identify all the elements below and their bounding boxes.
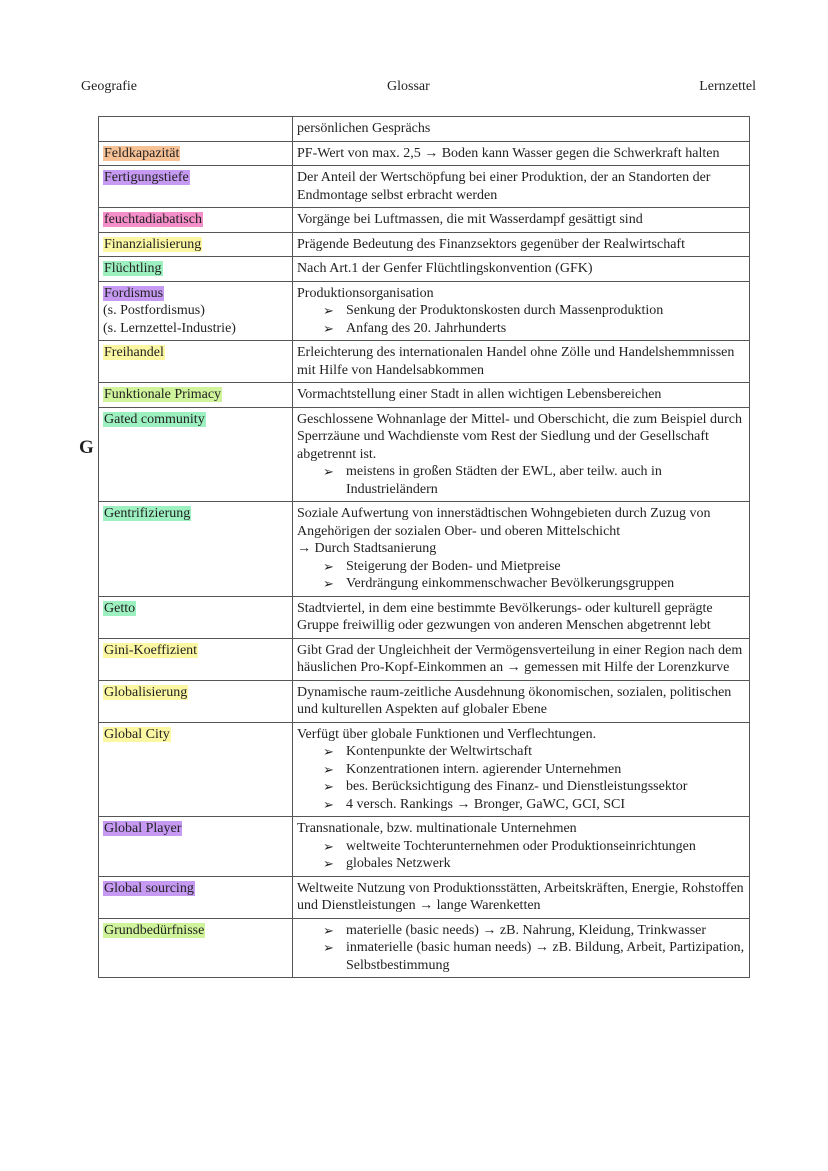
bullet-item: ➢ globales Netzwerk [297, 855, 745, 873]
bullet-item: ➢ weltweite Tochterunternehmen oder Produktionseinrichtungen [297, 838, 745, 856]
term-cell [99, 680, 293, 722]
definition-cell [293, 407, 750, 502]
definition-text: Dynamische raum-zeitliche Ausdehnung ökonomischen, sozialen, politischen und kulturellen Aspekten auf globaler Ebene [297, 684, 732, 717]
glossary-row [99, 232, 750, 257]
bullet-item: ➢ 4 versch. Rankings → Bronger, GaWC, GCI, SCI [297, 796, 745, 814]
bullet-item: ➢ Verdrängung einkommenschwacher Bevölkerungsgruppen [297, 575, 745, 593]
definition-text: Geschlossene Wohnanlage der Mittel- und Oberschicht, die zum Beispiel durch Sperrzäune und Wachdienste vom Rest der Siedlung und der Gesellschaft abgetrennt ist. [297, 411, 742, 462]
glossary-row [99, 876, 750, 918]
term-label: Fertigungstiefe [104, 170, 189, 185]
definition-text: Vormachtstellung einer Stadt in allen wichtigen Lebensbereichen [297, 387, 662, 402]
header-doc-type: Lernzettel [699, 79, 756, 94]
definition-text: persönlichen Gesprächs [297, 121, 431, 136]
glossary-row [99, 257, 750, 282]
definition-text: Stadtviertel, in dem eine bestimmte Bevölkerungs- oder kulturell geprägte Gruppe freiwillig oder gezwungen von anderen Menschen abgetrennt lebt [297, 600, 713, 633]
term-label: Flüchtling [104, 261, 162, 276]
definition-cell [293, 638, 750, 680]
term-cell [99, 166, 293, 208]
glossary-row [99, 680, 750, 722]
definition-text: Erleichterung des internationalen Handel ohne Zölle und Handelshemmnissen mit Hilfe von Handelsabkommen [297, 345, 735, 378]
term-cell [99, 638, 293, 680]
term-cell [99, 596, 293, 638]
term-label: Freihandel [104, 345, 164, 360]
term-cell [99, 407, 293, 502]
definition-text: Prägende Bedeutung des Finanzsektors gegenüber der Realwirtschaft [297, 236, 685, 252]
definition-text: Gibt Grad der Ungleichheit der Vermögensverteilung in einer Region nach dem häuslichen Pro-Kopf-Einkommen an → gemessen mit Hilfe der Lorenzkurve [297, 642, 743, 675]
term-cell [99, 876, 293, 918]
term-label: Global City [104, 726, 170, 742]
header-title: Glossar [387, 79, 430, 94]
term-label: Getto [104, 600, 136, 616]
definition-cell [293, 232, 750, 257]
term-label: Gated community [104, 411, 205, 427]
definition-text: Soziale Aufwertung von innerstädtischen Wohngebieten durch Zuzug von Angehörigen der sozialen Ober- und oberen Mittelschicht [297, 506, 711, 539]
section-letter: G [79, 437, 94, 458]
definition-cell [293, 257, 750, 282]
term-cell [99, 257, 293, 282]
definition-text: Vorgänge bei Luftmassen, die mit Wasserdampf gesättigt sind [297, 212, 643, 227]
definition-cell [293, 596, 750, 638]
term-cell [99, 117, 293, 142]
definition-cell [293, 680, 750, 722]
definition-text: Weltweite Nutzung von Produktionsstätten, Arbeitskräften, Energie, Rohstoffen und Dienstleistungen → lange Warenketten [297, 880, 744, 913]
term-cell [99, 918, 293, 978]
bullet-item: ➢ inmaterielle (basic human needs) → zB. Bildung, Arbeit, Partizipation, Selbstbestimmung [297, 939, 745, 974]
glossary-row [99, 341, 750, 383]
definition-text: Transnationale, bzw. multinationale Unternehmen [297, 821, 577, 836]
term-cell [99, 208, 293, 233]
term-label: Globalisierung [104, 684, 188, 700]
definition-cell [293, 817, 750, 877]
glossary-row [99, 502, 750, 597]
term-note: (s. Postfordismus) [103, 303, 205, 318]
glossary-row [99, 117, 750, 142]
bullet-item: ➢ Anfang des 20. Jahrhunderts [297, 320, 745, 338]
term-cell [99, 141, 293, 166]
definition-cell [293, 383, 750, 408]
glossary-row [99, 208, 750, 233]
term-cell [99, 232, 293, 257]
glossary-table [98, 116, 750, 978]
glossary-row [99, 918, 750, 978]
glossary-row [99, 281, 750, 341]
term-label: Fordismus [104, 285, 164, 301]
term-label: Global sourcing [104, 880, 194, 896]
definition-cell [293, 876, 750, 918]
bullet-item: ➢ Steigerung der Boden- und Mietpreise [297, 558, 745, 576]
glossary-row [99, 383, 750, 408]
glossary-row [99, 638, 750, 680]
term-note: (s. Lernzettel-Industrie) [103, 320, 236, 336]
term-label: Finanzialisierung [104, 236, 202, 252]
definition-text: Verfügt über globale Funktionen und Verflechtungen. [297, 726, 597, 742]
glossary-row [99, 141, 750, 166]
bullet-item: ➢ materielle (basic needs) → zB. Nahrung, Kleidung, Trinkwasser [297, 922, 745, 940]
glossary-row [99, 166, 750, 208]
term-cell [99, 281, 293, 341]
term-label: Global Player [104, 821, 182, 836]
definition-cell [293, 117, 750, 142]
definition-cell [293, 166, 750, 208]
term-label: Feldkapazität [104, 145, 180, 161]
glossary-row [99, 722, 750, 817]
header-subject: Geografie [81, 79, 137, 94]
term-cell [99, 383, 293, 408]
term-label: feuchtadiabatisch [104, 212, 202, 227]
glossary-row [99, 596, 750, 638]
bullet-item: ➢ meistens in großen Städten der EWL, aber teilw. auch in Industrieländern [297, 463, 745, 498]
definition-cell [293, 141, 750, 166]
term-label: Gini-Koeffizient [104, 642, 198, 658]
definition-cell [293, 341, 750, 383]
definition-text: Der Anteil der Wertschöpfung bei einer Produktion, der an Standorten der Endmontage selbst erbracht werden [297, 170, 711, 203]
definition-text: PF-Wert von max. 2,5 → Boden kann Wasser gegen die Schwerkraft halten [297, 145, 720, 161]
bullet-item: ➢ Kontenpunkte der Weltwirtschaft [297, 743, 745, 761]
glossary-row [99, 407, 750, 502]
term-cell [99, 817, 293, 877]
definition-text: Nach Art.1 der Genfer Flüchtlingskonvention (GFK) [297, 261, 593, 276]
bullet-item: ➢ Senkung der Produktonskosten durch Massenproduktion [297, 302, 745, 320]
definition-cell [293, 918, 750, 978]
definition-cell [293, 281, 750, 341]
glossary-row [99, 817, 750, 877]
bullet-item: ➢ bes. Berücksichtigung des Finanz- und Dienstleistungssektor [297, 778, 745, 796]
bullet-item: ➢ Konzentrationen intern. agierender Unternehmen [297, 761, 745, 779]
term-cell [99, 341, 293, 383]
definition-cell [293, 502, 750, 597]
term-label: Funktionale Primacy [104, 387, 222, 402]
term-label: Grundbedürfnisse [104, 922, 205, 938]
definition-cell [293, 208, 750, 233]
term-cell [99, 502, 293, 597]
term-cell [99, 722, 293, 817]
definition-text: Produktionsorganisation [297, 285, 434, 301]
definition-text: → Durch Stadtsanierung [297, 541, 437, 556]
definition-cell [293, 722, 750, 817]
term-label: Gentrifizierung [104, 506, 191, 521]
